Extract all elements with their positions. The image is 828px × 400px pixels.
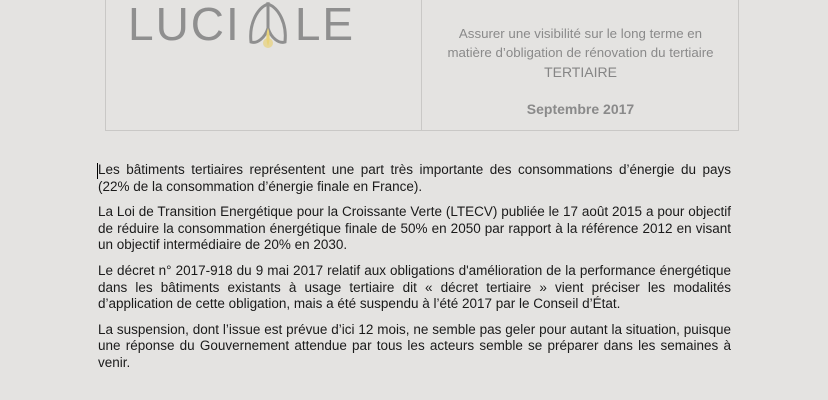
logo-text-left: LUCI [128, 0, 241, 50]
firefly-wings-icon [245, 0, 291, 50]
subtitle-line-1: Assurer une visibilité sur le long terme en [458, 26, 703, 41]
paragraph-3: Le décret n° 2017-918 du 9 mai 2017 relatif aux obligations d'amélioration de la performance énergétique dans les bâtiments existants à usage tertiaire dit « décret tertiaire » vient préciser les modalités d’application de cette obligation, mais a été suspendu à l’été 2017 par le Conseil d’État. [98, 262, 731, 312]
paragraph-2: La Loi de Transition Energétique pour la Croissante Verte (LTECV) publiée le 17 août 2015 a pour objectif de réduire la consommation énergétique finale de 50% en 2050 par rapport à la référence 2012 en visant un objectif intermédiaire de 20% en 2030. [98, 204, 731, 253]
header-subtitle [422, 24, 739, 82]
logo-text-right: LE [294, 0, 356, 50]
luciole-logo [128, 0, 355, 50]
document-date: Septembre 2017 [526, 101, 635, 117]
document-body[interactable] [98, 162, 731, 381]
paragraph-4: La suspension, dont l’issue est prévue d’ici 12 mois, ne semble pas geler pour autant la situation, puisque une réponse du Gouvernement attendue par tous les acteurs semble se préparer dans les semaines à venir. [98, 321, 731, 370]
subtitle-line-3: TERTIAIRE [544, 64, 617, 80]
paragraph-1: Les bâtiments tertiaires représentent une part très importante des consommations d’énergie du pays (22% de la consommation d’énergie finale en France). [98, 162, 731, 194]
subtitle-line-2: matière d’obligation de rénovation du tertiaire [447, 45, 714, 60]
